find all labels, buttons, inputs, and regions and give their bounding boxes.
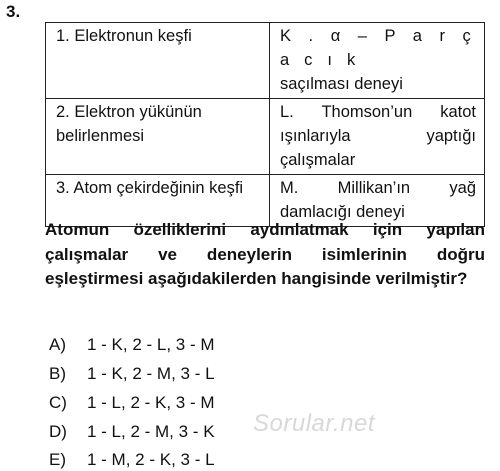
- matching-table: [45, 22, 485, 227]
- option-c[interactable]: [49, 393, 215, 413]
- option-d[interactable]: [49, 422, 215, 442]
- option-letter: B): [49, 364, 66, 383]
- experiment-k-prefix: K . α – P a r ç a c ı k: [280, 27, 476, 69]
- option-a[interactable]: [49, 335, 215, 355]
- table-cell-left: 2. Elektron yükünün belirlenmesi: [46, 99, 270, 175]
- question-number: 3.: [6, 2, 21, 21]
- option-text: 1 - L, 2 - K, 3 - M: [87, 393, 215, 412]
- table-cell-right: M. Millikan’ın yağ damlacığı deneyi: [270, 175, 485, 227]
- option-text: 1 - L, 2 - M, 3 - K: [87, 422, 215, 441]
- experiment-k-rest: saçılması deneyi: [280, 75, 403, 93]
- option-b[interactable]: [49, 364, 215, 384]
- option-letter: E): [49, 450, 66, 469]
- table-cell-right: [270, 23, 485, 99]
- option-text: 1 - K, 2 - L, 3 - M: [87, 335, 215, 354]
- table-cell-left: 1. Elektronun keşfi: [46, 23, 270, 99]
- option-letter: C): [49, 393, 67, 412]
- table-cell-right: L. Thomson’un katot ışınlarıyla yaptığı çalışmalar: [270, 99, 485, 175]
- table-cell-left: 3. Atom çekirdeğinin keşfi: [46, 175, 270, 227]
- watermark: Sorular.net: [253, 410, 376, 437]
- option-letter: D): [49, 422, 67, 441]
- option-text: 1 - M, 2 - K, 3 - L: [87, 450, 215, 469]
- option-text: 1 - K, 2 - M, 3 - L: [87, 364, 215, 383]
- option-e[interactable]: [49, 450, 215, 470]
- option-letter: A): [49, 335, 66, 354]
- table-row: [46, 99, 485, 175]
- table-row: [46, 23, 485, 99]
- question-stem: Atomun özelliklerini aydınlatmak için yapılan çalışmalar ve deneylerin isimlerinin doğru eşleştirmesi aşağıdakilerden hangisinde verilmiştir?: [45, 220, 485, 288]
